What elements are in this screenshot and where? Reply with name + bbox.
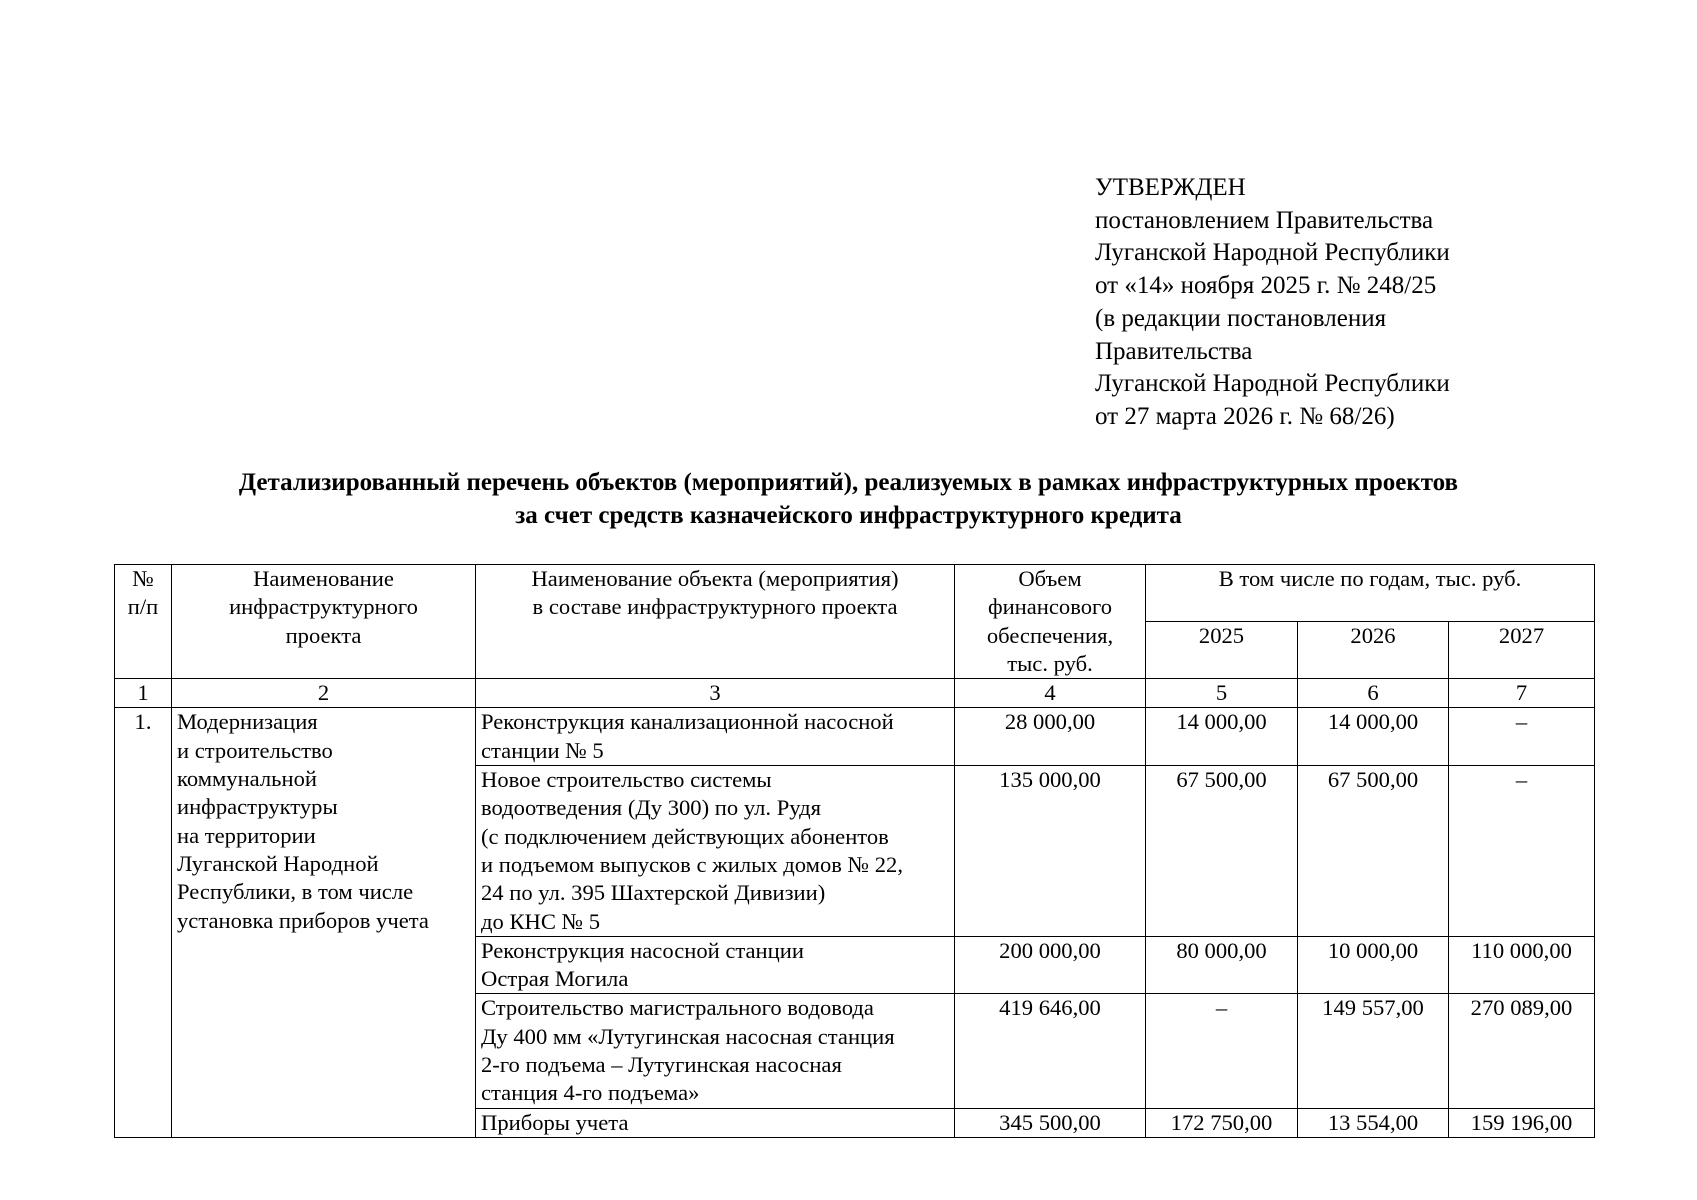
- column-number: 2: [172, 679, 476, 708]
- year-2026-cell: 13 554,00: [1298, 1108, 1449, 1137]
- project-name-line: Луганской Народной: [177, 850, 379, 876]
- column-number: 3: [476, 679, 955, 708]
- object-name-line: и подъемом выпусков с жилых домов № 22,: [481, 851, 903, 877]
- header-object-line: Наименование объекта (мероприятия): [531, 566, 899, 591]
- approval-line: от 27 марта 2026 г. № 68/26): [1095, 402, 1395, 430]
- approval-stamp: [1095, 172, 1450, 434]
- approval-line: Правительства: [1095, 337, 1253, 365]
- volume-cell: 28 000,00: [955, 708, 1146, 766]
- header-object-line: в составе инфраструктурного проекта: [532, 594, 898, 620]
- title-line: Детализированный перечень объектов (мероприятий), реализуемых в рамках инфраструктурных проектов: [238, 469, 1459, 496]
- header-project-line: проекта: [285, 622, 362, 648]
- project-name-line: инфраструктуры: [177, 794, 338, 820]
- object-name-line: (с подключением действующих абонентов: [481, 823, 889, 849]
- header-volume-line: обеспечения,: [986, 622, 1114, 648]
- year-2025-cell: 80 000,00: [1146, 936, 1298, 994]
- column-numbers-row: [115, 679, 1595, 708]
- header-num-line: п/п: [127, 594, 159, 620]
- header-volume: [955, 565, 1146, 679]
- project-name-line: коммунальной: [177, 766, 317, 792]
- year-2025-cell: –: [1146, 994, 1298, 1108]
- header-num: [115, 565, 172, 679]
- header-volume-line: Объем: [1018, 566, 1082, 591]
- approval-line: постановлением Правительства: [1095, 206, 1434, 234]
- object-name-line: станция 4-го подъема»: [481, 1080, 700, 1106]
- year-2027-cell: –: [1449, 708, 1595, 766]
- object-name: [476, 1108, 955, 1137]
- volume-cell: 345 500,00: [955, 1108, 1146, 1137]
- year-2026-cell: 149 557,00: [1298, 994, 1449, 1108]
- year-2026-cell: 14 000,00: [1298, 708, 1449, 766]
- volume-cell: 200 000,00: [955, 936, 1146, 994]
- object-name: [476, 936, 955, 994]
- project-name-line: Республики, в том числе: [177, 879, 414, 905]
- object-name: [476, 994, 955, 1108]
- table-row: [115, 708, 1595, 766]
- column-number: 4: [955, 679, 1146, 708]
- header-year-2027: 2027: [1449, 622, 1595, 679]
- header-project-line: Наименование: [253, 566, 394, 591]
- column-number: 1: [115, 679, 172, 708]
- object-name-line: Реконструкция канализационной насосной: [481, 709, 894, 735]
- column-number: 5: [1146, 679, 1298, 708]
- approval-line: УТВЕРЖДЕН: [1095, 174, 1246, 201]
- document-title: [0, 466, 1697, 532]
- objects-table: [114, 564, 1595, 1138]
- year-2027-cell: 159 196,00: [1449, 1108, 1595, 1137]
- project-name: [172, 708, 476, 1137]
- volume-cell: 419 646,00: [955, 994, 1146, 1108]
- row-num: 1.: [115, 708, 172, 1137]
- year-2026-cell: 67 500,00: [1298, 766, 1449, 937]
- object-name-line: Приборы учета: [481, 1109, 629, 1135]
- header-by-years: В том числе по годам, тыс. руб.: [1146, 565, 1595, 622]
- year-2026-cell: 10 000,00: [1298, 936, 1449, 994]
- year-2025-cell: 14 000,00: [1146, 708, 1298, 766]
- project-name-line: и строительство: [177, 737, 333, 763]
- approval-line: Луганской Народной Республики: [1095, 239, 1450, 267]
- object-name-line: Ду 400 мм «Лутугинская насосная станция: [481, 1023, 895, 1049]
- object-name-line: 24 по ул. 395 Шахтерской Дивизии): [481, 880, 826, 906]
- header-year-2025: 2025: [1146, 622, 1298, 679]
- volume-cell: 135 000,00: [955, 766, 1146, 937]
- year-2025-cell: 67 500,00: [1146, 766, 1298, 937]
- header-volume-line: финансового: [987, 594, 1113, 620]
- header-year-2026: 2026: [1298, 622, 1449, 679]
- object-name-line: до КНС № 5: [481, 908, 601, 934]
- year-2027-cell: –: [1449, 766, 1595, 937]
- column-number: 7: [1449, 679, 1595, 708]
- header-project-line: инфраструктурного: [229, 594, 418, 620]
- year-2027-cell: 270 089,00: [1449, 994, 1595, 1108]
- header-num-line: №: [132, 566, 154, 591]
- approval-line: Луганской Народной Республики: [1095, 370, 1450, 398]
- year-2025-cell: 172 750,00: [1146, 1108, 1298, 1137]
- project-name-line: на территории: [177, 822, 316, 848]
- object-name-line: Новое строительство системы: [481, 767, 772, 793]
- object-name: [476, 708, 955, 766]
- object-name-line: 2-го подъема – Лутугинская насосная: [481, 1052, 842, 1078]
- approval-line: от «14» ноября 2025 г. № 248/25: [1095, 272, 1437, 300]
- header-row: [115, 565, 1595, 622]
- year-2027-cell: 110 000,00: [1449, 936, 1595, 994]
- header-volume-line: тыс. руб.: [1007, 650, 1093, 676]
- project-name-line: Модернизация: [177, 709, 318, 735]
- object-name-line: Реконструкция насосной станции: [481, 937, 804, 963]
- column-number: 6: [1298, 679, 1449, 708]
- object-name-line: Острая Могила: [481, 966, 629, 992]
- object-name-line: водоотведения (Ду 300) по ул. Рудя: [481, 795, 822, 821]
- project-name-line: установка приборов учета: [177, 907, 429, 933]
- header-object: [476, 565, 955, 679]
- object-name: [476, 766, 955, 937]
- object-name-line: станции № 5: [481, 737, 604, 763]
- object-name-line: Строительство магистрального водовода: [481, 995, 874, 1021]
- approval-line: (в редакции постановления: [1095, 304, 1387, 332]
- header-project: [172, 565, 476, 679]
- title-line: за счет средств казначейского инфраструктурного кредита: [515, 502, 1182, 529]
